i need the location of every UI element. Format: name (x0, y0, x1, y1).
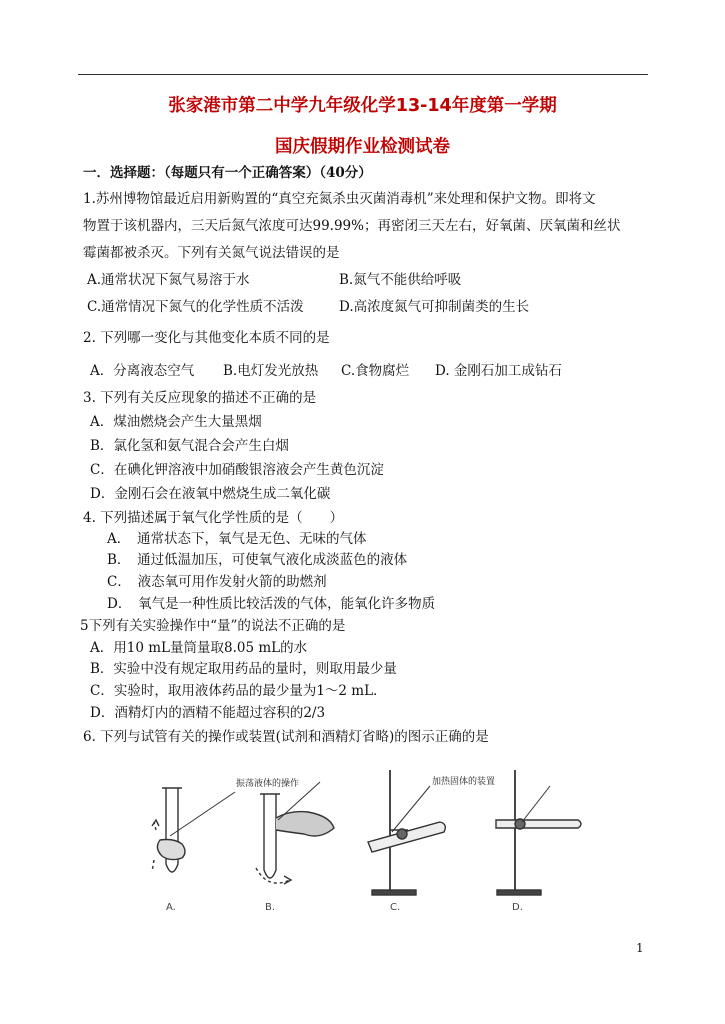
page-subtitle: 国庆假期作业检测试卷 (275, 137, 450, 157)
page-title: 张家港市第二中学九年级化学13-14年度第一学期 (168, 96, 557, 116)
figure-caption-a: A. (166, 902, 176, 913)
q4-option-c: C． 液态氧可用作发射火箭的助燃剂 (107, 574, 327, 590)
q1-option-c: C.通常情况下氮气的化学性质不活泼 (87, 299, 304, 315)
q1-stem-line2: 物置于该机器内，三天后氮气浓度可达99.99%；再密闭三天左右，好氧菌、厌氧菌和丝状 (83, 218, 621, 234)
q3-stem: 3. 下列有关反应现象的描述不正确的是 (83, 390, 317, 406)
figure-caption-c: C. (390, 902, 401, 913)
q1-option-b: B.氮气不能供给呼吸 (339, 272, 462, 288)
q4-option-d: D． 氧气是一种性质比较活泼的气体，能氧化许多物质 (107, 596, 436, 612)
figure-d-illustration (496, 770, 581, 895)
q2-option-b: B.电灯发光放热 (223, 363, 319, 379)
figure-label-shake: 振荡液体的操作 (236, 779, 300, 789)
q4-option-a: A． 通常状态下，氧气是无色、无味的气体 (107, 531, 367, 547)
figure-caption-d: D. (512, 902, 523, 913)
q3-option-c: C．在碘化钾溶液中加硝酸银溶液会产生黄色沉淀 (90, 462, 384, 478)
figure-label-heat: 加热固体的装置 (432, 777, 496, 787)
q1-stem-line3: 霉菌都被杀灭。下列有关氮气说法错误的是 (83, 245, 340, 261)
figure-caption-b: B. (265, 902, 276, 913)
q5-stem: 5下列有关实验操作中“量”的说法不正确的是 (80, 618, 346, 634)
q2-stem: 2. 下列哪一变化与其他变化本质不同的是 (83, 330, 330, 346)
top-rule (78, 74, 648, 75)
q2-option-c: C.食物腐烂 (341, 363, 410, 379)
q6-stem: 6. 下列与试管有关的操作或装置(试剂和酒精灯省略)的图示正确的是 (83, 729, 489, 745)
q1-stem-line1: 1.苏州博物馆最近启用新购置的“真空充氮杀虫灭菌消毒机”来处理和保护文物。即将文 (83, 191, 596, 207)
q1-option-a: A.通常状况下氮气易溶于水 (87, 272, 250, 288)
q4-stem: 4. 下列描述属于氧气化学性质的是（ ） (83, 510, 344, 526)
section-heading: 一．选择题：（每题只有一个正确答案）（40分） (83, 165, 372, 181)
figure-b-illustration (256, 782, 334, 884)
q4-option-b: B． 通过低温加压，可使氧气液化成淡蓝色的液体 (107, 552, 408, 568)
q3-option-b: B．氯化氢和氨气混合会产生白烟 (90, 438, 289, 454)
q2-option-a: A．分离液态空气 (90, 363, 195, 379)
page-number: 1 (636, 941, 644, 955)
q3-option-a: A．煤油燃烧会产生大量黑烟 (90, 414, 262, 430)
q1-option-d: D.高浓度氮气可抑制菌类的生长 (339, 299, 530, 315)
q5-option-a: A．用10 mL量筒量取8.05 mL的水 (90, 640, 308, 656)
q3-option-d: D．金刚石会在液氧中燃烧生成二氧化碳 (90, 486, 331, 502)
q5-option-b: B．实验中没有规定取用药品的量时，则取用最少量 (90, 661, 397, 677)
q6-figure (140, 760, 600, 920)
q2-option-d: D. 金刚石加工成钻石 (435, 363, 562, 379)
q5-option-c: C．实验时，取用液体药品的最少量为1～2 mL． (90, 683, 387, 699)
figure-a-illustration (152, 788, 235, 872)
q5-option-d: D．酒精灯内的酒精不能超过容积的2/3 (90, 705, 326, 721)
figure-c-illustration (368, 770, 445, 895)
